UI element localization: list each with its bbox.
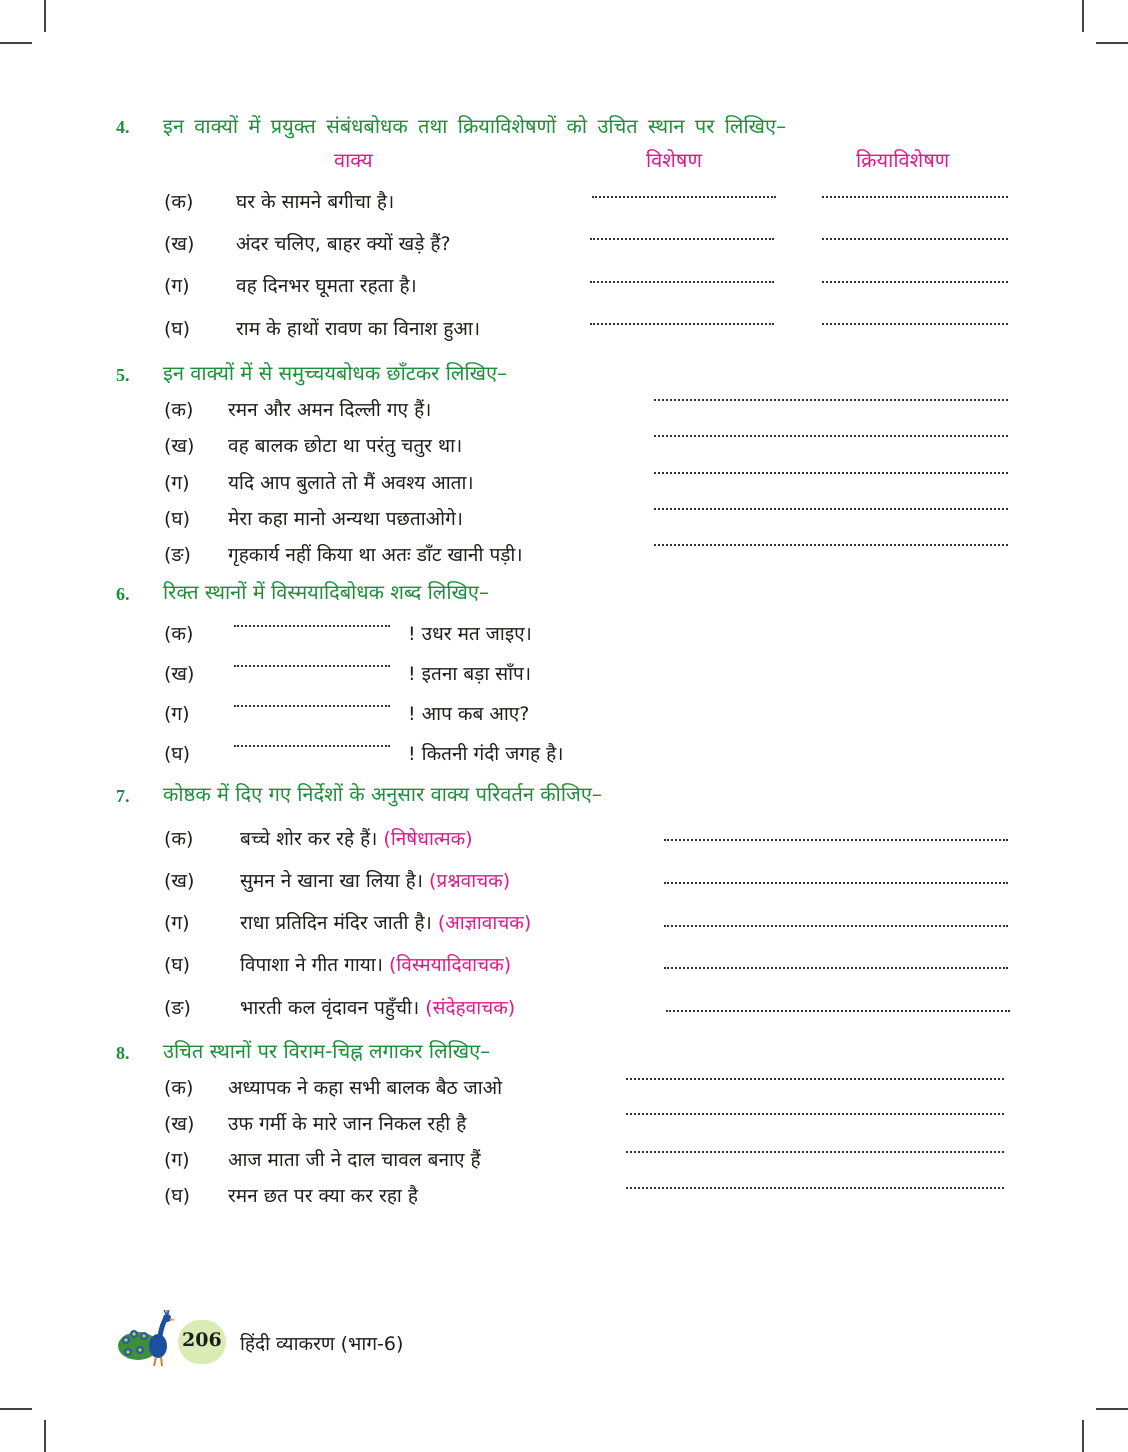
question-number: 5. bbox=[116, 365, 130, 385]
item-text: उफ गर्मी के मारे जान निकल रही है bbox=[228, 1113, 467, 1135]
item-text bbox=[240, 909, 531, 935]
item-label: (ङ) bbox=[164, 544, 191, 566]
item-text: वह दिनभर घूमता रहता है। bbox=[236, 275, 417, 297]
item-label: (ग) bbox=[164, 912, 190, 934]
item-text: घर के सामने बगीचा है। bbox=[236, 191, 395, 213]
item-hint: (निषेधात्मक) bbox=[383, 828, 473, 850]
answer-line[interactable] bbox=[234, 625, 390, 627]
item-sentence: सुमन ने खाना खा लिया है। bbox=[240, 870, 423, 892]
answer-line[interactable] bbox=[592, 196, 776, 198]
item-label: (ख) bbox=[164, 663, 195, 685]
question-number: 4. bbox=[116, 117, 130, 137]
item-text bbox=[240, 825, 473, 851]
item-text bbox=[240, 867, 510, 893]
item-sentence: राधा प्रतिदिन मंदिर जाती है। bbox=[240, 912, 432, 934]
answer-line[interactable] bbox=[654, 508, 1008, 510]
crop-mark bbox=[0, 42, 32, 44]
answer-line[interactable] bbox=[234, 705, 390, 707]
item-label: (ग) bbox=[164, 703, 190, 725]
crop-mark bbox=[1096, 1408, 1128, 1410]
answer-line[interactable] bbox=[822, 238, 1008, 240]
answer-line[interactable] bbox=[234, 665, 390, 667]
answer-line[interactable] bbox=[234, 745, 390, 747]
answer-line[interactable] bbox=[590, 281, 774, 283]
item-text: अध्यापक ने कहा सभी बालक बैठ जाओ bbox=[228, 1077, 503, 1099]
book-title: हिंदी व्याकरण (भाग-6) bbox=[240, 1333, 404, 1355]
answer-line[interactable] bbox=[654, 544, 1008, 546]
answer-line[interactable] bbox=[654, 399, 1008, 401]
page-number: 206 bbox=[182, 1329, 222, 1351]
item-label: (ग) bbox=[164, 1149, 190, 1171]
answer-line[interactable] bbox=[590, 238, 774, 240]
answer-line[interactable] bbox=[822, 281, 1008, 283]
question-number: 7. bbox=[116, 786, 130, 806]
item-text: रमन छत पर क्या कर रहा है bbox=[228, 1185, 418, 1207]
answer-line[interactable] bbox=[664, 967, 1008, 969]
item-text: गृहकार्य नहीं किया था अतः डाँट खानी पड़ी। bbox=[228, 544, 523, 566]
answer-line[interactable] bbox=[664, 925, 1008, 927]
answer-line[interactable] bbox=[664, 839, 1008, 841]
item-text bbox=[240, 951, 511, 977]
item-label: (क) bbox=[164, 399, 194, 421]
item-text: ! कितनी गंदी जगह है। bbox=[408, 743, 564, 765]
item-label: (ख) bbox=[164, 435, 195, 457]
peacock-icon bbox=[116, 1310, 182, 1368]
item-label: (ख) bbox=[164, 233, 195, 255]
answer-line[interactable] bbox=[626, 1187, 1004, 1189]
answer-line[interactable] bbox=[822, 323, 1008, 325]
item-text: वह बालक छोटा था परंतु चतुर था। bbox=[228, 435, 463, 457]
question-title: कोष्ठक में दिए गए निर्देशों के अनुसार वाक्य परिवर्तन कीजिए– bbox=[163, 782, 602, 806]
crop-mark bbox=[44, 1420, 46, 1452]
item-text: अंदर चलिए, बाहर क्यों खड़े हैं? bbox=[236, 233, 451, 255]
question-number: 8. bbox=[116, 1043, 130, 1063]
item-text: राम के हाथों रावण का विनाश हुआ। bbox=[236, 318, 481, 340]
column-header-adjective: विशेषण bbox=[646, 148, 702, 172]
item-label: (ख) bbox=[164, 870, 195, 892]
item-label: (ख) bbox=[164, 1113, 195, 1135]
item-label: (घ) bbox=[164, 318, 191, 340]
column-header-sentence: वाक्य bbox=[334, 148, 373, 172]
item-label: (घ) bbox=[164, 508, 191, 530]
item-text: ! उधर मत जाइए। bbox=[408, 623, 532, 645]
crop-mark bbox=[1096, 42, 1128, 44]
item-label: (क) bbox=[164, 191, 194, 213]
item-label: (क) bbox=[164, 828, 194, 850]
answer-line[interactable] bbox=[626, 1113, 1004, 1115]
item-text bbox=[240, 994, 515, 1020]
question-title: इन वाक्यों में प्रयुक्त संबंधबोधक तथा क्रियाविशेषणों को उचित स्थान पर लिखिए– bbox=[163, 114, 787, 138]
item-label: (ङ) bbox=[164, 997, 191, 1019]
item-text: यदि आप बुलाते तो मैं अवश्य आता। bbox=[228, 472, 474, 494]
item-label: (घ) bbox=[164, 1185, 191, 1207]
item-text: रमन और अमन दिल्ली गए हैं। bbox=[228, 399, 432, 421]
answer-line[interactable] bbox=[654, 435, 1008, 437]
item-hint: (आज्ञावाचक) bbox=[437, 912, 532, 934]
answer-line[interactable] bbox=[822, 196, 1008, 198]
answer-line[interactable] bbox=[666, 1010, 1010, 1012]
answer-line[interactable] bbox=[654, 472, 1008, 474]
answer-line[interactable] bbox=[664, 882, 1008, 884]
item-text: ! इतना बड़ा साँप। bbox=[408, 663, 532, 685]
crop-mark bbox=[1082, 1420, 1084, 1452]
item-label: (ग) bbox=[164, 472, 190, 494]
item-sentence: विपाशा ने गीत गाया। bbox=[240, 954, 383, 976]
item-text: ! आप कब आए? bbox=[408, 703, 530, 725]
item-text: आज माता जी ने दाल चावल बनाए हैं bbox=[228, 1149, 481, 1171]
item-label: (ग) bbox=[164, 275, 190, 297]
item-label: (घ) bbox=[164, 743, 191, 765]
item-label: (घ) bbox=[164, 954, 191, 976]
item-hint: (विस्मयादिवाचक) bbox=[388, 954, 512, 976]
answer-line[interactable] bbox=[626, 1078, 1004, 1080]
question-title: उचित स्थानों पर विराम-चिह्न लगाकर लिखिए– bbox=[163, 1039, 491, 1063]
question-number: 6. bbox=[116, 584, 130, 604]
crop-mark bbox=[0, 1408, 32, 1410]
crop-mark bbox=[44, 0, 46, 32]
column-header-adverb: क्रियाविशेषण bbox=[856, 148, 950, 172]
question-title: रिक्त स्थानों में विस्मयादिबोधक शब्द लिखिए– bbox=[163, 580, 489, 604]
item-label: (क) bbox=[164, 1077, 194, 1099]
question-title: इन वाक्यों में से समुच्चयबोधक छाँटकर लिखिए– bbox=[163, 361, 508, 385]
crop-mark bbox=[1082, 0, 1084, 32]
item-hint: (प्रश्नवाचक) bbox=[428, 870, 511, 892]
item-hint: (संदेहवाचक) bbox=[425, 997, 516, 1019]
item-label: (क) bbox=[164, 623, 194, 645]
item-text: मेरा कहा मानो अन्यथा पछताओगे। bbox=[228, 508, 463, 530]
item-sentence: बच्चे शोर कर रहे हैं। bbox=[240, 828, 378, 850]
answer-line[interactable] bbox=[626, 1151, 1004, 1153]
item-sentence: भारती कल वृंदावन पहुँची। bbox=[240, 997, 420, 1019]
answer-line[interactable] bbox=[590, 323, 774, 325]
